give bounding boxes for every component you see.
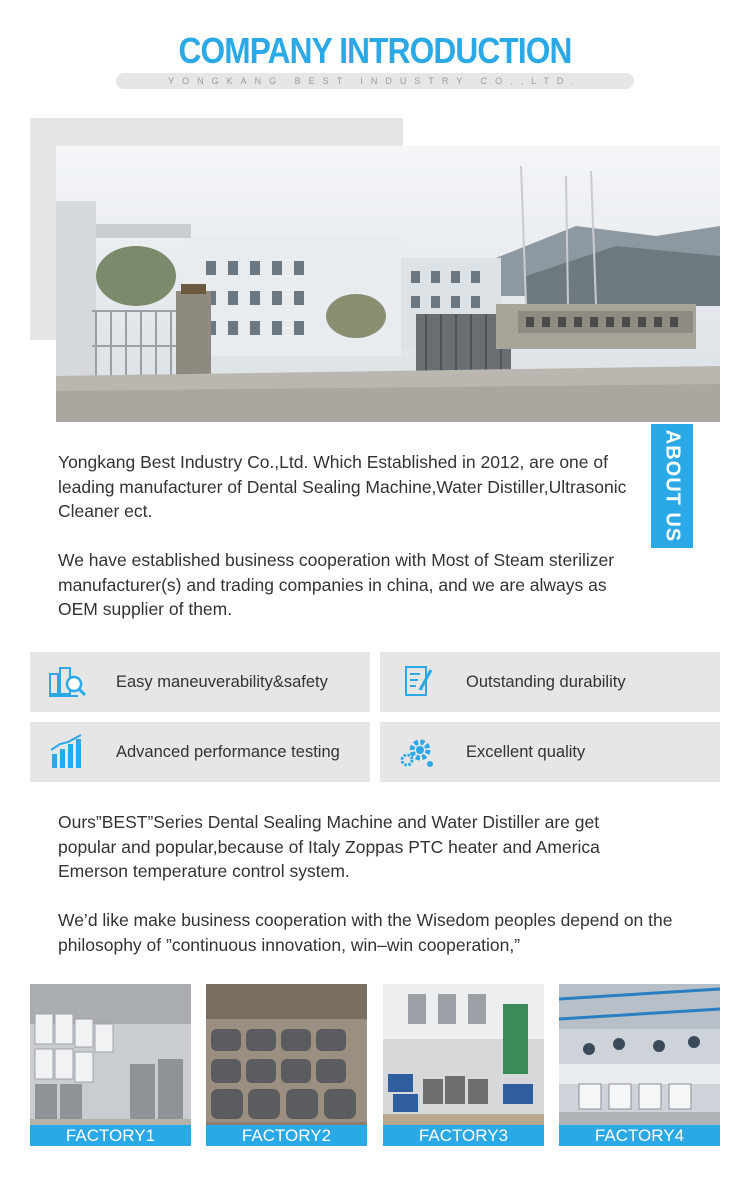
about-us-label: ABOUT US [661,429,684,543]
gear-icon [398,734,438,770]
feature-label: Advanced performance testing [116,743,340,761]
factory-label: FACTORY3 [383,1125,544,1146]
about-us-tab [651,424,693,548]
factory-photo-4 [559,984,720,1146]
search-inspection-icon [48,664,88,700]
series-paragraph: Ours”BEST”Series Dental Sealing Machine and Water Distiller are get popular and popular,because of Italy Zoppas PTC heater and America Emerson temperature control system. [58,812,600,881]
page-title: COMPANY INTRODUCTION [178,30,572,71]
factory-label: FACTORY2 [206,1125,367,1146]
about-paragraph-1: Yongkang Best Industry Co.,Ltd. Which Established in 2012, are one of leading manufacturer of Dental Sealing Machine,Water Distiller,Ultrasonic Cleaner ect. [58,452,627,521]
feature-excellent-quality [380,722,720,782]
factory-photo-2 [206,984,367,1146]
factory-photo-3 [383,984,544,1146]
factory-label: FACTORY4 [559,1125,720,1146]
feature-label: Excellent quality [466,743,586,761]
bar-chart-icon [48,734,88,770]
about-paragraph-2: We have established business cooperation with Most of Steam sterilizer manufacturer(s) and trading companies in china, and we are always as OEM supplier of them. [58,550,615,619]
feature-label: Easy maneuverability&safety [116,673,328,691]
cooperation-paragraph: We’d like make business cooperation with the Wisedom peoples depend on the philosophy of ”continuous innovation, win–win cooperation,” [58,910,673,955]
feature-easy-maneuverability [30,652,370,712]
factory-building-photo [56,146,720,422]
factory-photo-1 [30,984,191,1146]
factory-label: FACTORY1 [30,1125,191,1146]
company-subtitle: YONGKANG BEST INDUSTRY CO.,LTD. [168,76,582,86]
feature-advanced-performance [30,722,370,782]
feature-outstanding-durability [380,652,720,712]
document-edit-icon [398,664,438,700]
feature-label: Outstanding durability [466,673,626,691]
